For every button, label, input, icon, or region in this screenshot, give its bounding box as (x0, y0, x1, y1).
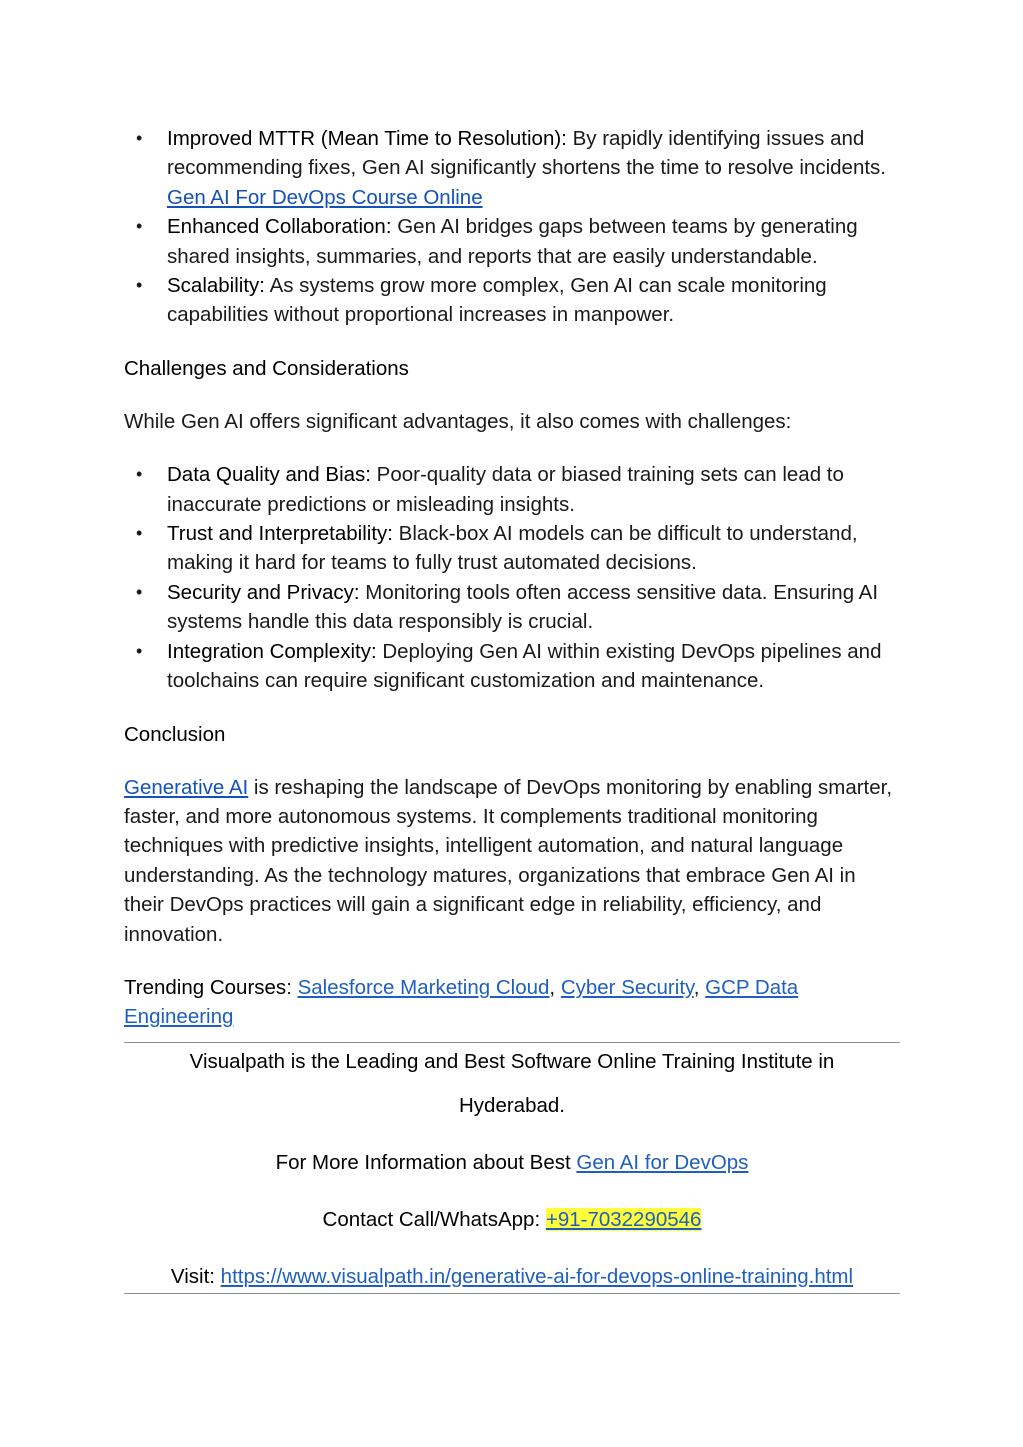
list-item (124, 271, 900, 330)
bullet-text: As systems grow more complex, Gen AI can scale monitoring capabilities without proportional increases in manpower. (167, 274, 827, 327)
more-info-label: For More Information about Best (275, 1150, 577, 1174)
gen-ai-devops-link[interactable]: Gen AI for DevOps (576, 1150, 749, 1174)
generative-ai-link[interactable]: Generative AI (124, 775, 249, 799)
trending-label: Trending Courses (124, 975, 287, 999)
document-page (124, 124, 900, 1294)
challenges-intro: While Gen AI offers significant advantages, it also comes with challenges: (124, 409, 792, 433)
bullet-term: Trust and Interpretability: (167, 522, 393, 546)
list-item (124, 460, 900, 519)
bullet-text: Poor-quality data or biased training sets can lead to inaccurate predictions or misleading insights. (167, 463, 844, 516)
bullet-text: By rapidly identifying issues and recommending fixes, Gen AI significantly shortens the time to resolve incidents. (167, 127, 886, 180)
list-item (124, 637, 900, 696)
bullet-text: Gen AI bridges gaps between teams by generating shared insights, summaries, and reports that are easily understandable. (167, 215, 858, 268)
contact-label: Contact Call/WhatsApp: (322, 1207, 546, 1231)
conclusion-paragraph (124, 773, 900, 949)
bullet-term: Integration Complexity: (167, 639, 377, 663)
list-item (124, 124, 900, 212)
tagline-line2: Hyderabad. (459, 1093, 565, 1117)
trending-colon: : (286, 975, 298, 999)
divider-bottom (124, 1293, 900, 1294)
tagline-line1: Visualpath is the Leading and Best Software Online Training Institute in (189, 1049, 835, 1073)
course-link-cyber-security[interactable]: Cyber Security (560, 975, 694, 999)
bullet-term: Data Quality and Bias: (167, 463, 371, 487)
list-item (124, 212, 900, 271)
bullet-text: Deploying Gen AI within existing DevOps pipelines and toolchains can require significant customization and maintenance. (167, 639, 882, 693)
bullet-text: Monitoring tools often access sensitive data. Ensuring AI systems handle this data responsibly is crucial. (167, 580, 879, 634)
conclusion-text: is reshaping the landscape of DevOps monitoring by enabling smarter, faster, and more autonomous systems. It complements traditional monitoring techniques with predictive insights, intelligent automation, and natural language understanding. As the technology matures, organizations that embrace Gen AI in their DevOps practices will gain a significant edge in reliability, efficiency, and innovation. (124, 775, 893, 946)
gen-ai-devops-course-link[interactable]: Gen AI For DevOps Course Online (167, 185, 483, 209)
more-info-line (124, 1148, 900, 1177)
phone-link[interactable]: +91-7032290546 (545, 1207, 702, 1231)
bullet-term: Scalability: (167, 274, 265, 298)
visit-label: Visit: (170, 1264, 221, 1288)
bullet-term: Enhanced Collaboration: (167, 215, 392, 239)
bullet-text: Black-box AI models can be difficult to understand, making it hard for teams to fully trust automated decisions. (167, 522, 858, 575)
visit-line (124, 1262, 900, 1291)
website-link[interactable]: https://www.visualpath.in/generative-ai-for-devops-online-training.html (220, 1264, 854, 1288)
benefits-list (124, 124, 900, 330)
contact-line (124, 1205, 900, 1234)
challenges-heading: Challenges and Considerations (124, 356, 409, 380)
separator: , (549, 975, 561, 999)
conclusion-heading: Conclusion (124, 722, 226, 746)
course-link-salesforce[interactable]: Salesforce Marketing Cloud (297, 975, 550, 999)
challenges-list (124, 460, 900, 695)
trending-courses (124, 973, 900, 1032)
divider-top (124, 1042, 900, 1043)
bullet-term: Improved MTTR (Mean Time to Resolution): (167, 127, 567, 150)
list-item (124, 519, 900, 578)
course-link-gcp[interactable]: GCP Data Engineering (124, 975, 799, 1029)
list-item (124, 578, 900, 637)
bullet-term: Security and Privacy: (167, 580, 360, 604)
separator: , (693, 975, 706, 999)
